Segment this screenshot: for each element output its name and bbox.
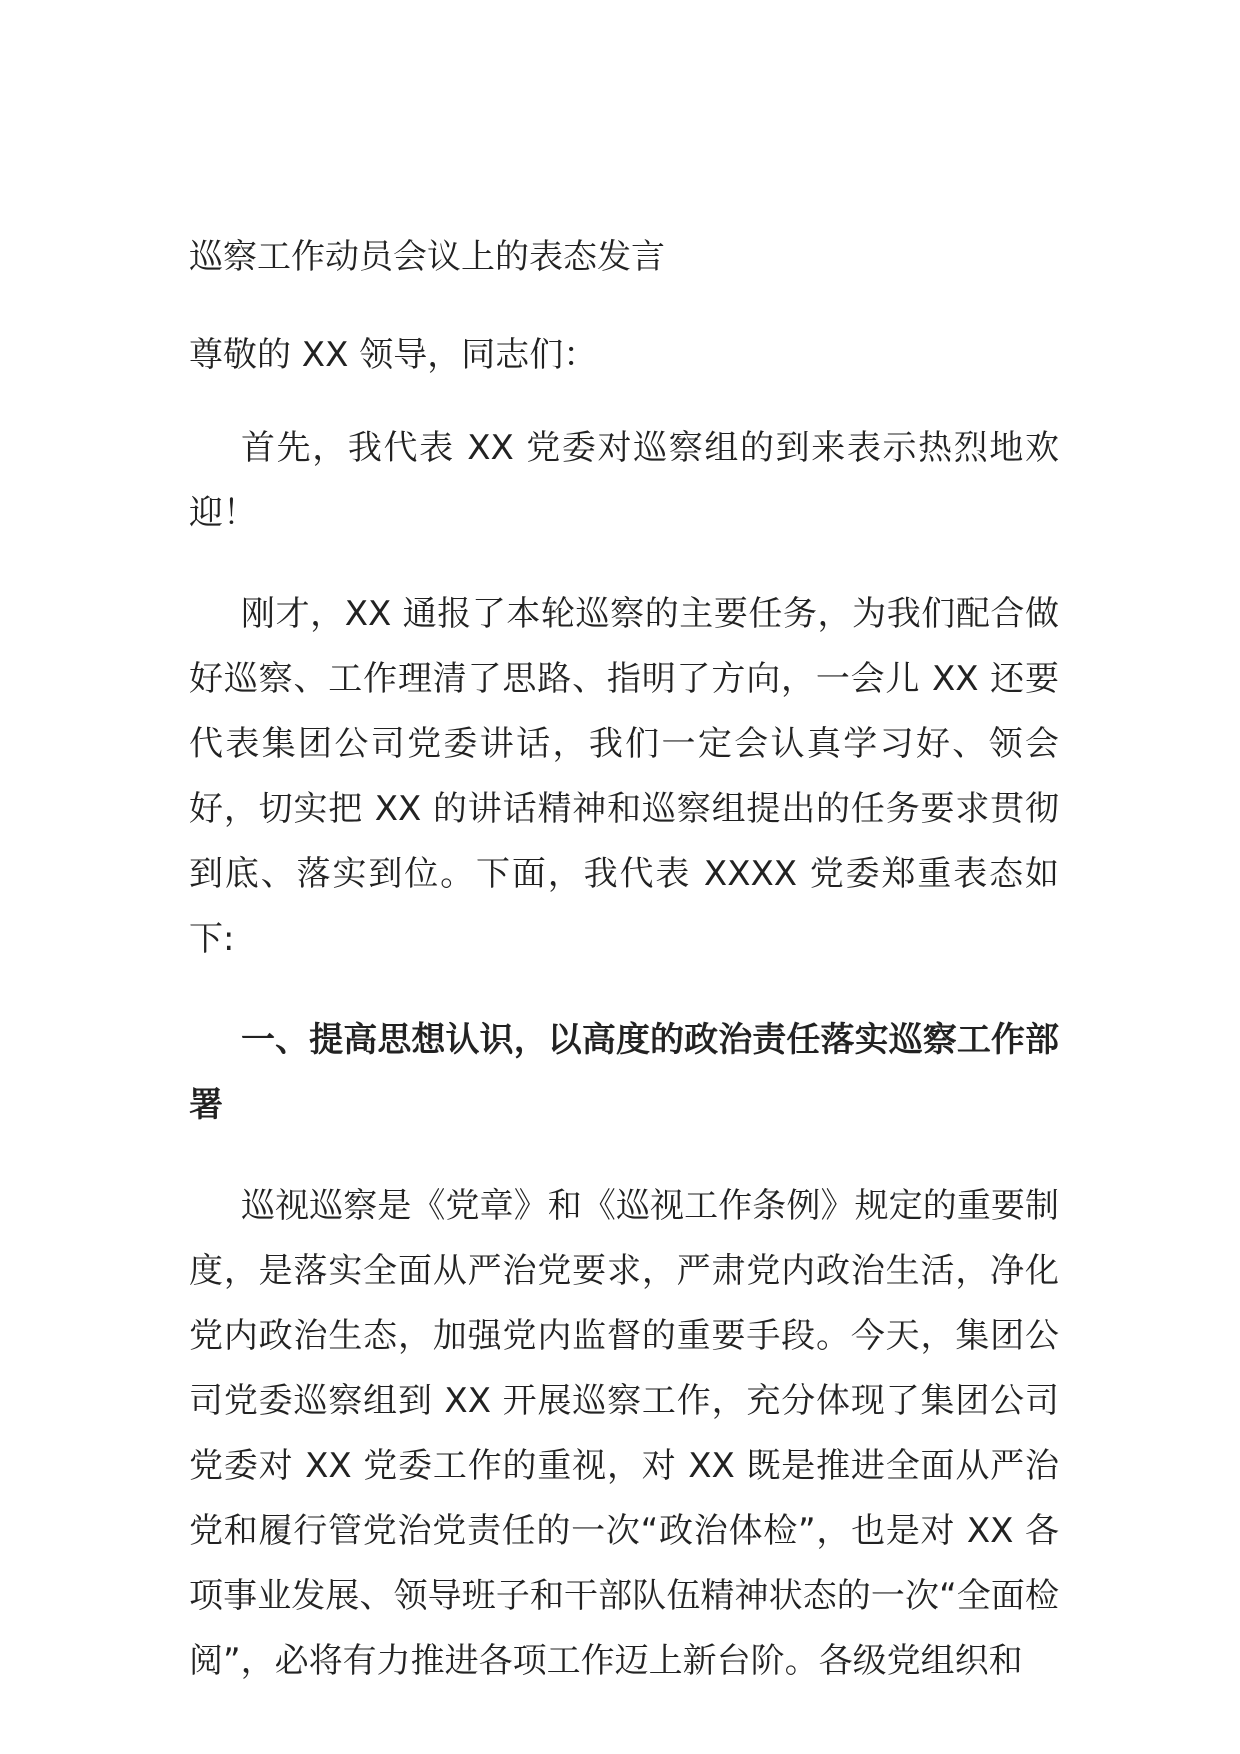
document-title: 巡察工作动员会议上的表态发言 [189,237,665,277]
section-1-paragraph: 巡视巡察是《党章》和《巡视工作条例》规定的重要制度，是落实全面从严治党要求，严肃党内政治生活，净化党内政治生态，加强党内监督的重要手段。今天，集团公司党委巡察组到 XX 开展巡察工作，充分体现了集团公司党委对 XX 党委工作的重视，对 XX 既是推进全面从严治党和履行管党治党责任的一次“政治体检”，也是对 XX 各项事业发展、领导班子和干部队伍精神状态的一次“全面检阅”，必将有力推进各项工作迈上新台阶。各级党组织和 [189,1186,1059,1681]
document-body [189,232,1059,1694]
welcome-paragraph: 首先，我代表 XX 党委对巡察组的到来表示热烈地欢迎！ [189,428,1059,533]
salutation: 尊敬的 XX 领导，同志们： [189,335,598,375]
intro-paragraph: 刚才，XX 通报了本轮巡察的主要任务，为我们配合做好巡察、工作理清了思路、指明了方向，一会儿 XX 还要代表集团公司党委讲话，我们一定会认真学习好、领会好，切实把 XX 的讲话精神和巡察组提出的任务要求贯彻到底、落实到位。下面，我代表 XXXX 党委郑重表态如下: [189,594,1059,959]
section-heading-1: 一、提高思想认识，以高度的政治责任落实巡察工作部署 [189,1020,1059,1125]
